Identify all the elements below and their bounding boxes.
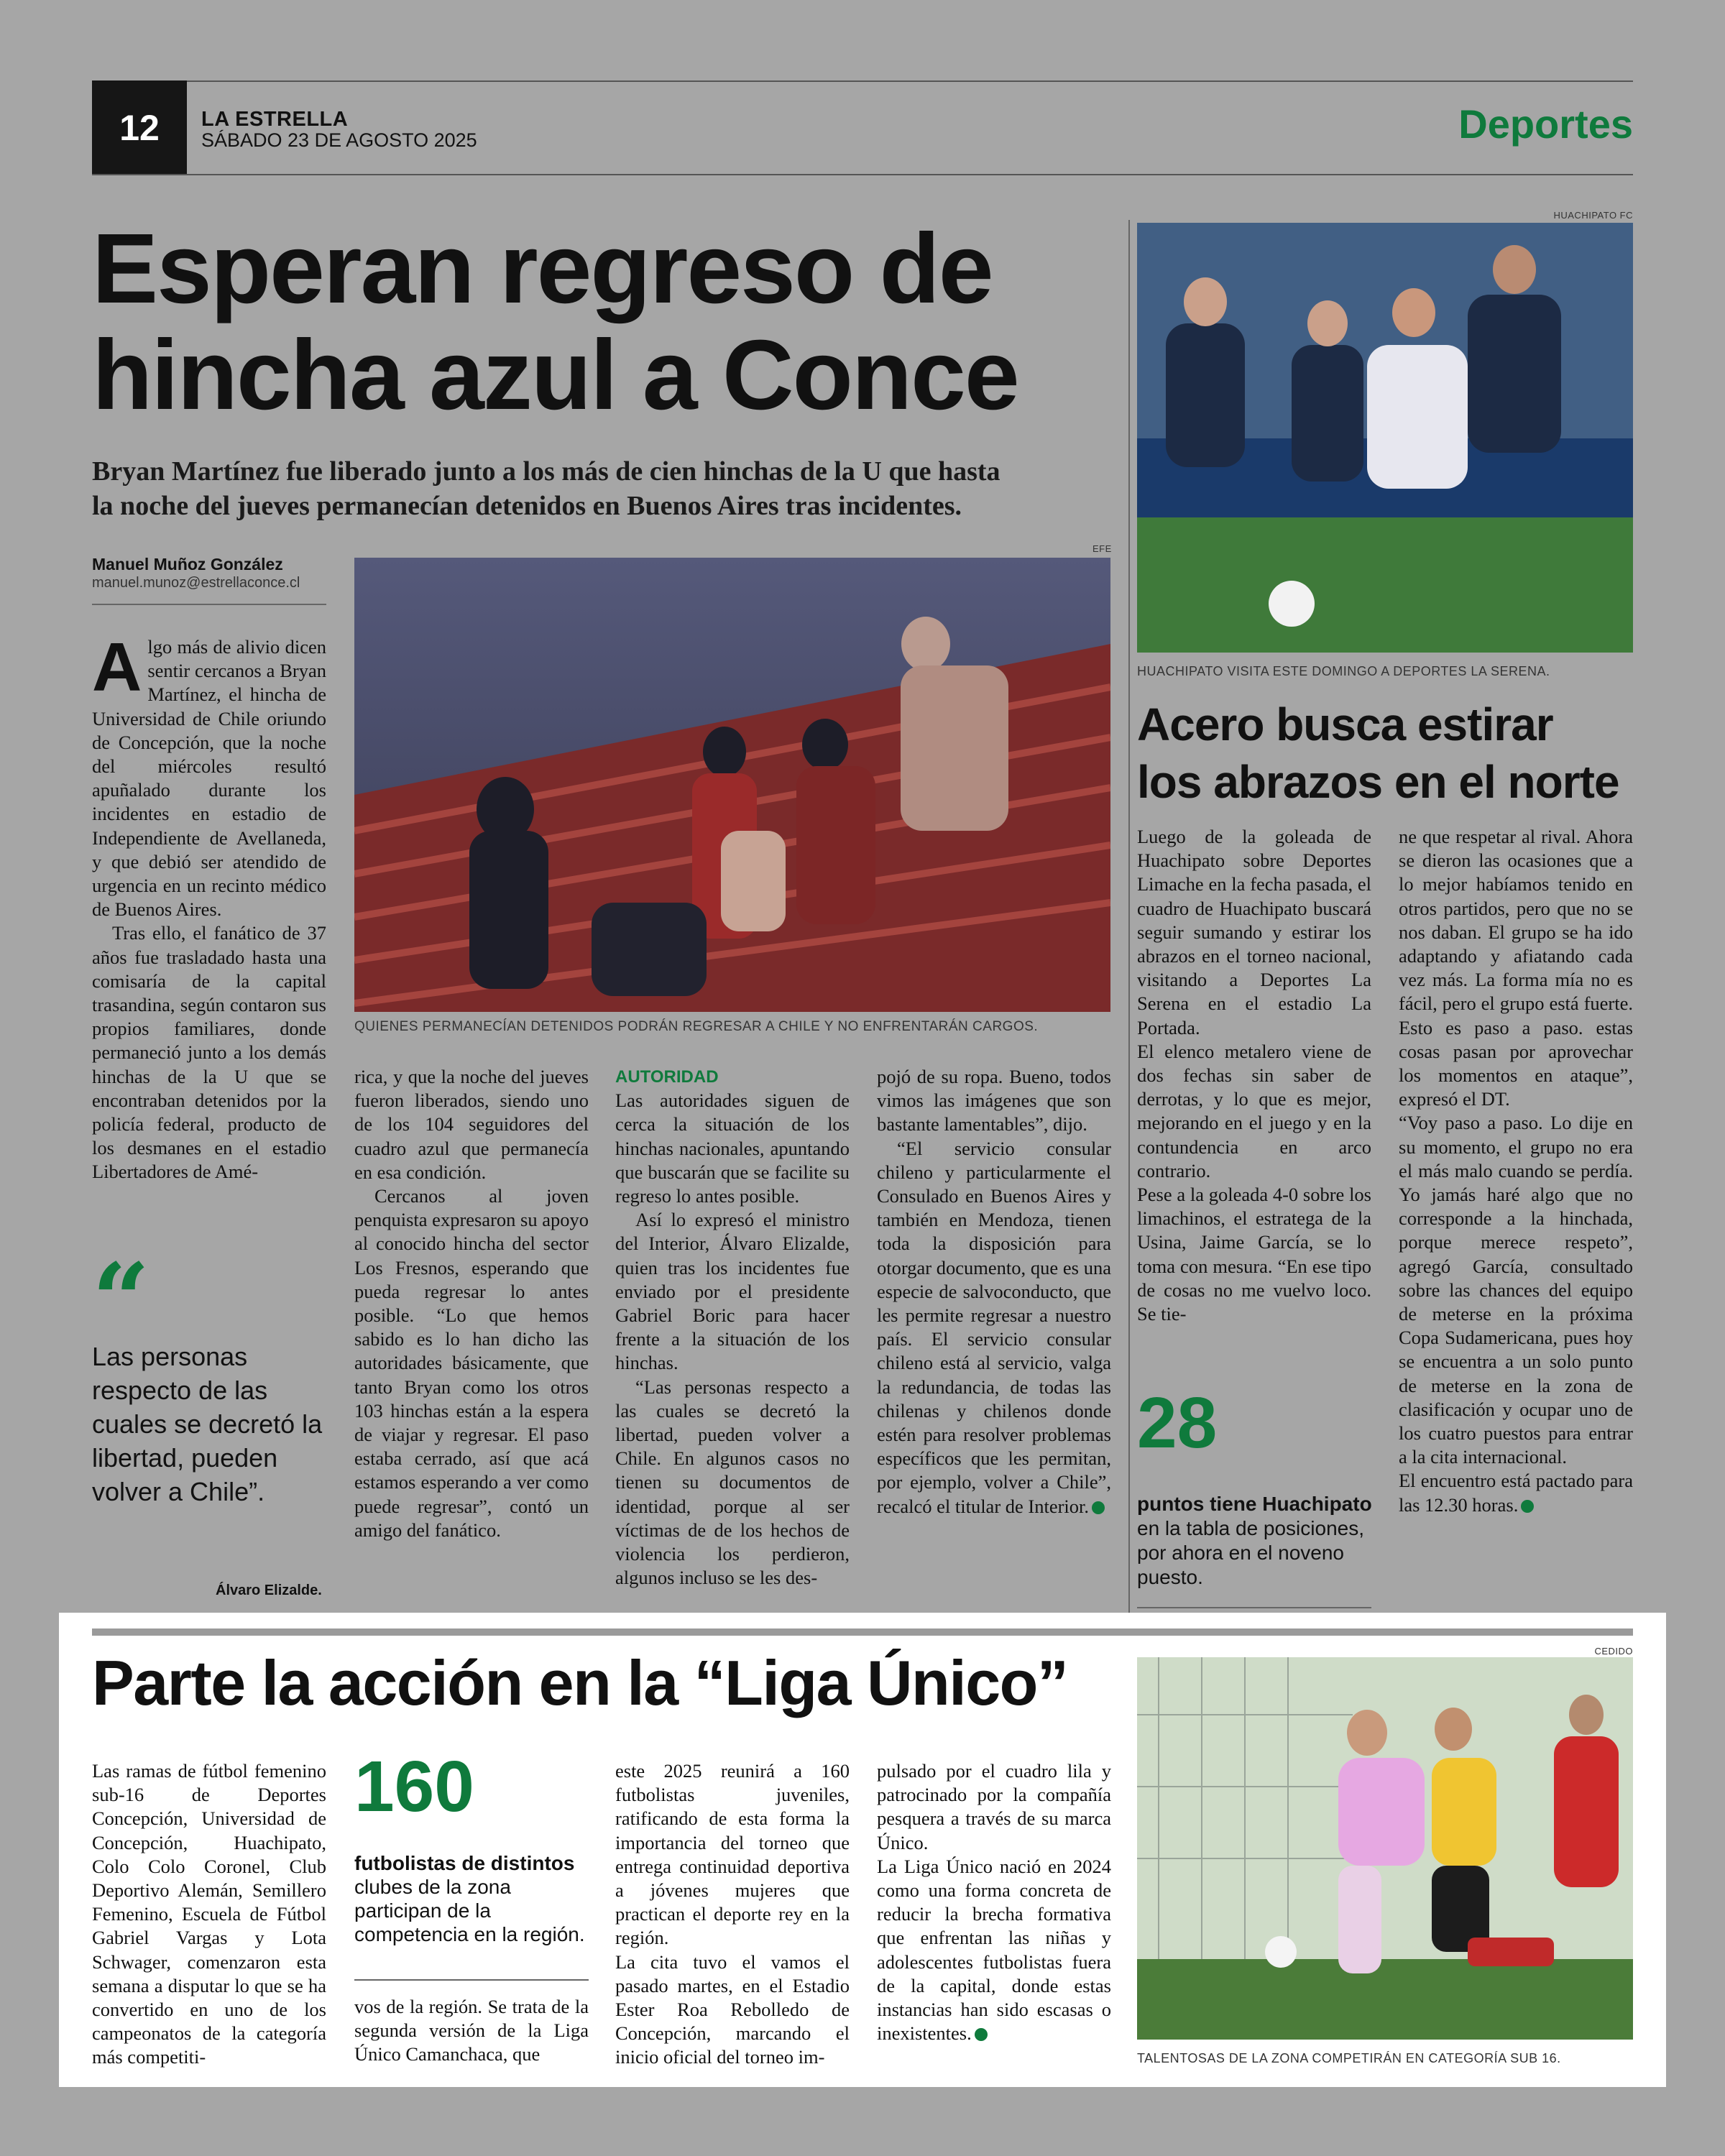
byline-rule [92, 604, 326, 605]
main-col-4 [877, 1065, 1111, 1519]
author-name: Manuel Muñoz González [92, 555, 283, 573]
pull-quote: Las personas respecto de las cuales se decretó la libertad, pueden volver a Chile”. [92, 1342, 323, 1506]
main-col1-p1 [92, 629, 326, 921]
side-end-mark-icon [1521, 1500, 1534, 1513]
page-number: 12 [119, 108, 160, 148]
dropcap: A [92, 629, 142, 706]
bottom-col3-p1: este 2025 reunirá a 160 futbolistas juveniles, ratificando de esta forma la importancia del torneo que entrega continuidad deportiva a jóvenes mujeres que practican el deporte rey en la región. [615, 1760, 850, 1949]
main-col3-p1: Las autoridades siguen de cerca la situación de los hinchas nacionales, apuntando que buscarán que se facilite su regreso lo antes posible. [615, 1089, 850, 1207]
bottom-stat-number: 160 [354, 1746, 474, 1827]
subhead-autoridad: AUTORIDAD [615, 1067, 719, 1087]
bottom-col3-p2: La cita tuvo el vamos el pasado martes, en el Estadio Ester Roa Rebolledo de Concepción, marcando el inicio oficial del torneo im- [615, 1950, 850, 2068]
side-col2-p3 [1399, 1469, 1633, 1516]
bottom-col-2 [354, 1995, 589, 2067]
author-email[interactable]: manuel.munoz@estrellaconce.cl [92, 575, 300, 591]
side-col-2 [1399, 825, 1633, 1517]
main-photo-credit: EFE [1092, 543, 1112, 554]
side-col-1 [1137, 825, 1371, 1326]
bottom-photo-credit: CEDIDO [1594, 1646, 1633, 1657]
section-name: Deportes [1458, 101, 1633, 147]
side-col1-p2: El elenco metalero viene de dos fechas sin saber de derrotas, y lo que es mejor, mejorando en el juego y en la contundencia en arco contrario. [1137, 1040, 1371, 1181]
end-mark-icon [1092, 1501, 1105, 1514]
main-col-3 [615, 1065, 850, 1590]
bottom-top-rule [92, 1628, 1633, 1636]
main-headline-line2: hincha azul a Conce [92, 320, 1018, 430]
bottom-col4-p2 [877, 1855, 1111, 2046]
issue-date: SÁBADO 23 DE AGOSTO 2025 [201, 129, 477, 151]
football-match-illustration [1137, 223, 1633, 653]
bottom-col-3 [615, 1759, 850, 2070]
main-col4-p1: pojó de su ropa. Bueno, todos vimos las imágenes que son bastante lamentables”, dijo. [877, 1066, 1111, 1135]
top-rule [92, 80, 1633, 82]
side-photo [1137, 223, 1633, 653]
side-col2-p1: ne que respetar al rival. Ahora se dieron las ocasiones que a lo mejor habíamos tenido en otros partidos, pero que no se nos daban. El grupo se ha ido adaptando y afiatando cada vez más. La forma mía no es fácil, pero el grupo está fuerte. Esto es paso a paso. estas cosas pasan por aprovechar los momentos en ataque”, expresó el DT. [1399, 826, 1633, 1110]
bottom-col-4 [877, 1759, 1111, 2045]
bottom-stat-rest: clubes de la zona participan de la competencia en la región. [354, 1876, 585, 1945]
side-headline-line1: Acero busca estirar [1137, 699, 1553, 750]
main-col4-p2 [877, 1137, 1111, 1519]
side-stat-text [1137, 1492, 1374, 1590]
main-photo-caption: QUIENES PERMANECÍAN DETENIDOS PODRÁN REGRESAR A CHILE Y NO ENFRENTARÁN CARGOS. [354, 1019, 1039, 1034]
bottom-photo-caption: TALENTOSAS DE LA ZONA COMPETIRÁN EN CATEGORÍA SUB 16. [1137, 2051, 1561, 2065]
bottom-photo [1137, 1657, 1633, 2040]
main-col1-p2: Tras ello, el fanático de 37 años fue trasladado hasta una comisaría de la capital trasandina, según contaron sus propios familiares, donde permaneció junto a los demás hinchas de la U que se encontraban detenidos por la policía federal, producto de los desmanes en el estadio Libertadores de Amé- [92, 922, 326, 1183]
main-col3-p3: “Las personas respecto a las cuales se decretó la libertad, pueden volver a Chile. En algunos casos no tienen su documentos de identidad, porque al ser víctimas de de los hechos de violencia los perdieron, algunos incluso se les des- [615, 1376, 850, 1589]
side-stat-rule [1137, 1607, 1371, 1608]
side-divider [1128, 220, 1130, 1614]
bottom-headline: Parte la acción en la “Liga Único” [92, 1647, 1068, 1718]
main-col-2 [354, 1065, 589, 1542]
main-photo [354, 558, 1110, 1012]
main-col2-p1: rica, y que la noche del jueves fueron liberados, siendo uno de los 104 seguidores del cuadro azul que permanecía en esa condición. [354, 1066, 589, 1183]
newspaper-name: LA ESTRELLA [201, 108, 349, 131]
main-headline [92, 213, 1127, 430]
side-stat-bold: puntos tiene Huachipato [1137, 1493, 1372, 1515]
main-col4-p2-text: “El servicio consular chileno y particularmente el Consulado en Buenos Aires y también en Mendoza, tienen toda la disposición para otorgar documento, que es una especie de salvoconducto, que les permite regresar a nuestro país. El servicio consular chileno está al servicio, valga la redundancia, de todas las chilenas y chilenos donde estén para resolver problemas específicos que les permitan, por ejemplo, volver a Chile”, recalcó el titular de Interior. [877, 1137, 1111, 1517]
side-stat-rest: en la tabla de posiciones, por ahora en el noveno puesto. [1137, 1517, 1364, 1588]
bottom-end-mark-icon [975, 2028, 988, 2041]
side-headline-line2: los abrazos en el norte [1137, 756, 1619, 808]
quote-mark: “ [92, 1242, 150, 1360]
stadium-stands-illustration [354, 558, 1110, 1012]
main-col2-p2: Cercanos al joven penquista expresaron su apoyo al conocido hincha del sector Los Fresnos, esperando que pueda regresar lo antes posible. “Lo que hemos sabido es lo han dicho las autoridades básicamente, que tanto Bryan como los otros 103 hinchas están a la espera de viajar y regresar. El paso estaba cerrado, así que acá estamos esperando a ver como puede regresar”, contó un amigo del fanático. [354, 1185, 589, 1541]
side-col2-p3-text: El encuentro está pactado para las 12.30 horas. [1399, 1470, 1633, 1516]
side-photo-credit: HUACHIPATO FC [1553, 210, 1633, 221]
header-rule [92, 174, 1633, 175]
main-deck-line1: Bryan Martínez fue liberado junto a los más de cien hinchas de la U que hasta [92, 456, 1000, 487]
pull-quote-author: Álvaro Elizalde. [216, 1583, 322, 1598]
bottom-stat-bold: futbolistas de distintos [354, 1852, 575, 1874]
bottom-col2-p1: vos de la región. Se trata de la segunda versión de la Liga Único Camanchaca, que [354, 1996, 589, 2065]
side-col1-p1: Luego de la goleada de Huachipato sobre Deportes Limache en la fecha pasada, el cuadro de Huachipato buscará seguir sumando y estirar los abrazos en el torneo nacional, visitando a Deportes La Serena en el estadio La Portada. [1137, 826, 1371, 1038]
side-photo-caption: HUACHIPATO VISITA ESTE DOMINGO A DEPORTES LA SERENA. [1137, 664, 1550, 678]
side-headline [1137, 696, 1640, 811]
bottom-col4-p2-text: La Liga Único nació en 2024 como una forma concreta de reducir la brecha formativa que enfrentan las niñas y adolescentes futbolistas fuera de la capital, donde estas instancias han sido escasas o inexistentes. [877, 1855, 1111, 2045]
womens-football-illustration [1137, 1657, 1633, 2040]
main-deck [92, 454, 1127, 523]
main-headline-line1: Esperan regreso de [92, 213, 993, 324]
bottom-col-1 [92, 1759, 326, 2070]
bottom-col1-p1: Las ramas de fútbol femenino sub-16 de Deportes Concepción, Universidad de Concepción, Huachipato, Colo Colo Coronel, Club Deportivo Alemán, Semillero Femenino, Escuela de Fútbol Gabriel Vargas y Lota Schwager, comenzaron esta semana a disputar lo que se ha convertido en uno de los campeonatos de la categoría más competiti- [92, 1760, 326, 2068]
bottom-col4-p1: pulsado por el cuadro lila y patrocinado por la compañía pesquera a través de su marca Único. [877, 1760, 1111, 1853]
side-col1-p3: Pese a la goleada 4-0 sobre los limachinos, el estratega de la Usina, Jaime García, se lo toma con mesura. “En ese tipo de cosas no me vuelvo loco. Se tie- [1137, 1184, 1371, 1325]
main-col1-p1-text: lgo más de alivio dicen sentir cercanos a Bryan Martínez, el hincha de Universidad de Chile oriundo de Concepción, que la noche del miércoles resultó apuñalado durante los incidentes en estadio de Independiente de Avellaneda, y que debió ser atendido de urgencia en un recinto médico de Buenos Aires. [92, 636, 326, 921]
side-stat-number: 28 [1137, 1383, 1218, 1463]
page-number-box [92, 80, 187, 175]
main-col-1 [92, 629, 326, 1184]
bottom-stat-text [354, 1851, 592, 1946]
main-deck-line2: la noche del jueves permanecían detenidos en Buenos Aires tras incidentes. [92, 491, 962, 521]
bottom-stat-rule [354, 1979, 589, 1981]
side-col2-p2: “Voy paso a paso. Lo dije en su momento, el grupo no era el más malo cuando se perdía. Yo jamás haré algo que no corresponde a la hinchada, porque merece respeto”, agregó García, consultado sobre las chances del equipo de meterse en la próxima Copa Sudamericana, pues hoy se encuentra a un solo punto de meterse en la zona de clasificación y ocupar uno de los cuatro puestos para entrar a la cita internacional. [1399, 1112, 1633, 1468]
main-col3-p2: Así lo expresó el ministro del Interior, Álvaro Elizalde, quien tras los incidentes fue enviado por el presidente Gabriel Boric para hacer frente a la situación de los hinchas. [615, 1209, 850, 1374]
